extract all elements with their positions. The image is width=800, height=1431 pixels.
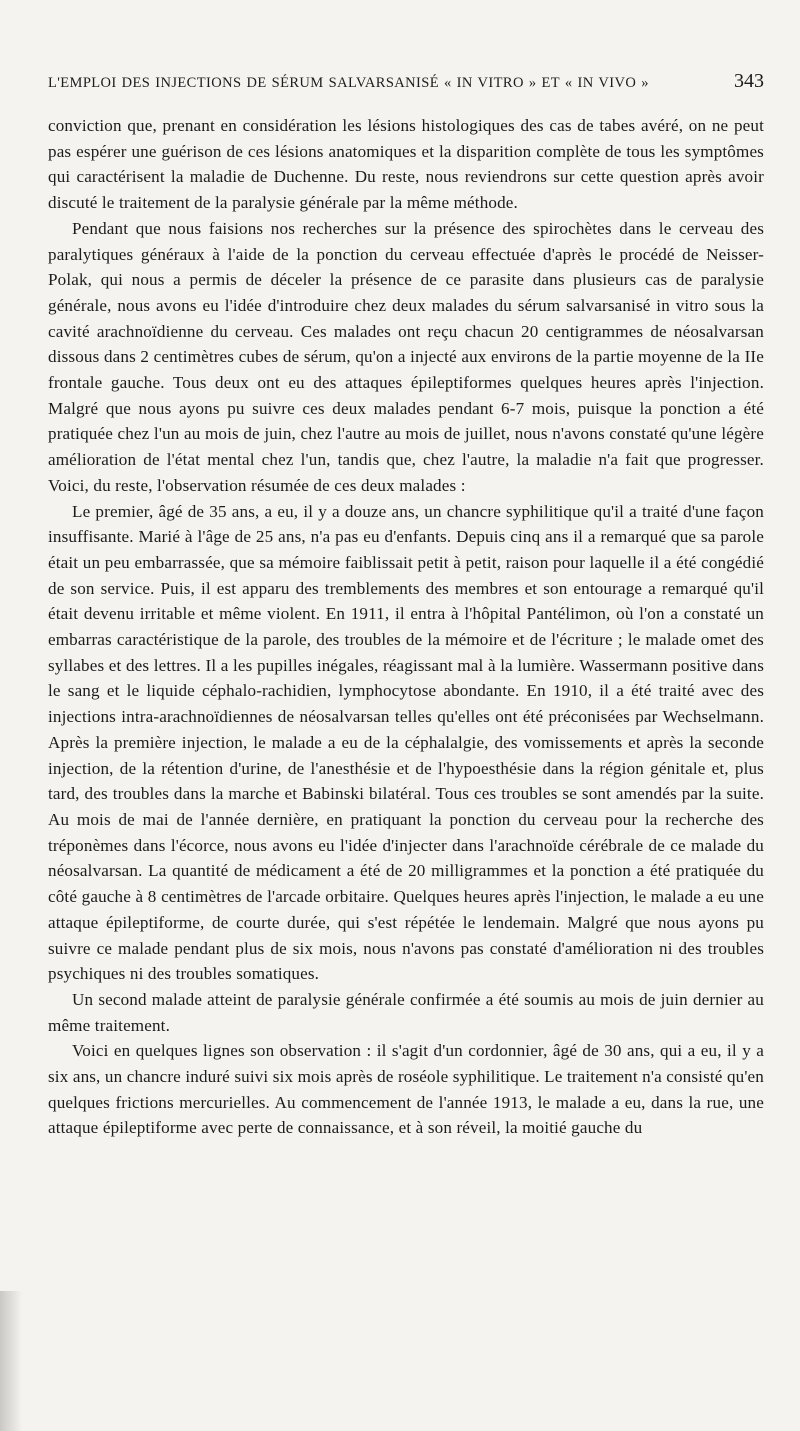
scan-edge-shadow: [0, 1291, 22, 1431]
page: [48, 70, 764, 1141]
paragraph-4: Un second malade atteint de paralysie générale confirmée a été soumis au mois de juin dernier au même traitement.: [48, 989, 764, 1035]
paragraph-5: Voici en quelques lignes son observation : il s'agit d'un cordonnier, âgé de 30 ans, qui a eu, il y a six ans, un chancre induré suivi six mois après de roséole syphilitique. Le traitement n'a consisté qu'en quelques frictions mercurielles. Au commencement de l'année 1913, le malade a eu, dans la rue, une attaque épileptiforme avec perte de connaissance, et à son réveil, la moitié gauche du: [48, 1041, 764, 1138]
running-head: [48, 70, 764, 93]
paragraph-3: Le premier, âgé de 35 ans, a eu, il y a douze ans, un chancre syphilitique qu'il a traité d'une façon insuffisante. Marié à l'âge de 25 ans, n'a pas eu d'enfants. Depuis cinq ans il a remarqué que sa parole était un peu embarrassée, que sa mémoire faiblissait petit à petit, raison pour laquelle il a été congédié de son service. Puis, il est apparu des tremblements des membres et son entourage a remarqué qu'il était devenu irritable et même violent. En 1911, il entra à l'hôpital Pantélimon, où l'on a constaté un embarras caractéristique de la parole, des troubles de la mémoire et de l'écriture ; le malade omet des syllabes et des lettres. Il a les pupilles inégales, réagissant mal à la lumière. Wassermann positive dans le sang et le liquide céphalo-rachidien, lymphocytose abondante. En 1910, il a été traité avec des injections intra-arachnoïdiennes de néosalvarsan telles qu'elles ont été préconisées par Wechselmann. Après la première injection, le malade a eu de la céphalalgie, des vomissements et après la seconde injection, de la rétention d'urine, de l'anesthésie et de l'hypoesthésie dans la région génitale et, plus tard, des troubles dans la marche et Babinski bilatéral. Tous ces troubles se sont amendés par la suite. Au mois de mai de l'année dernière, en pratiquant la ponction du cerveau pour la recherche des tréponèmes dans l'écorce, nous avons eu l'idée d'injecter dans l'arachnoïde cérébrale de ce malade du néosalvarsan. La quantité de médicament a été de 20 milligrammes et la ponction a été pratiquée du côté gauche à 8 centimètres de l'arcade orbitaire. Quelques heures après l'injection, le malade a eu une attaque épileptiforme, de courte durée, qui s'est répétée le lendemain. Malgré que nous ayons pu suivre ce malade pendant plus de six mois, nous n'avons pas constaté d'amélioration ni des troubles psychiques ni des troubles somatiques.: [48, 501, 764, 984]
body-text: [48, 113, 764, 1141]
page-number: 343: [734, 70, 764, 92]
paragraph-1: conviction que, prenant en considération les lésions histologiques des cas de tabes avéré, on ne peut pas espérer une guérison de ces lésions anatomiques et la disparition complète de tous les symptômes qui caractérisent la maladie de Duchenne. Du reste, nous reviendrons sur cette question après avoir discuté le traitement de la paralysie générale par la même méthode.: [48, 116, 764, 213]
running-title: L'EMPLOI DES INJECTIONS DE SÉRUM SALVARSANISÉ « IN VITRO » ET « IN VIVO »: [48, 75, 649, 91]
paragraph-2: Pendant que nous faisions nos recherches sur la présence des spirochètes dans le cerveau des paralytiques généraux à l'aide de la ponction du cerveau effectuée d'après le procédé de Neisser-Polak, qui nous a permis de déceler la présence de ce parasite dans plusieurs cas de paralysie générale, nous avons eu l'idée d'introduire chez deux malades du sérum salvarsanisé in vitro sous la cavité arachnoïdienne du cerveau. Ces malades ont reçu chacun 20 centigrammes de néosalvarsan dissous dans 2 centimètres cubes de sérum, qu'on a injecté aux environs de la partie moyenne de la IIe frontale gauche. Tous deux ont eu des attaques épileptiformes quelques heures après l'injection. Malgré que nous ayons pu suivre ces deux malades pendant 6-7 mois, puisque la ponction a été pratiquée chez l'un au mois de juin, chez l'autre au mois de juillet, nous n'avons constaté qu'une légère amélioration de l'état mental chez l'un, tandis que, chez l'autre, la maladie n'a fait que progresser. Voici, du reste, l'observation résumée de ces deux malades :: [48, 218, 764, 495]
